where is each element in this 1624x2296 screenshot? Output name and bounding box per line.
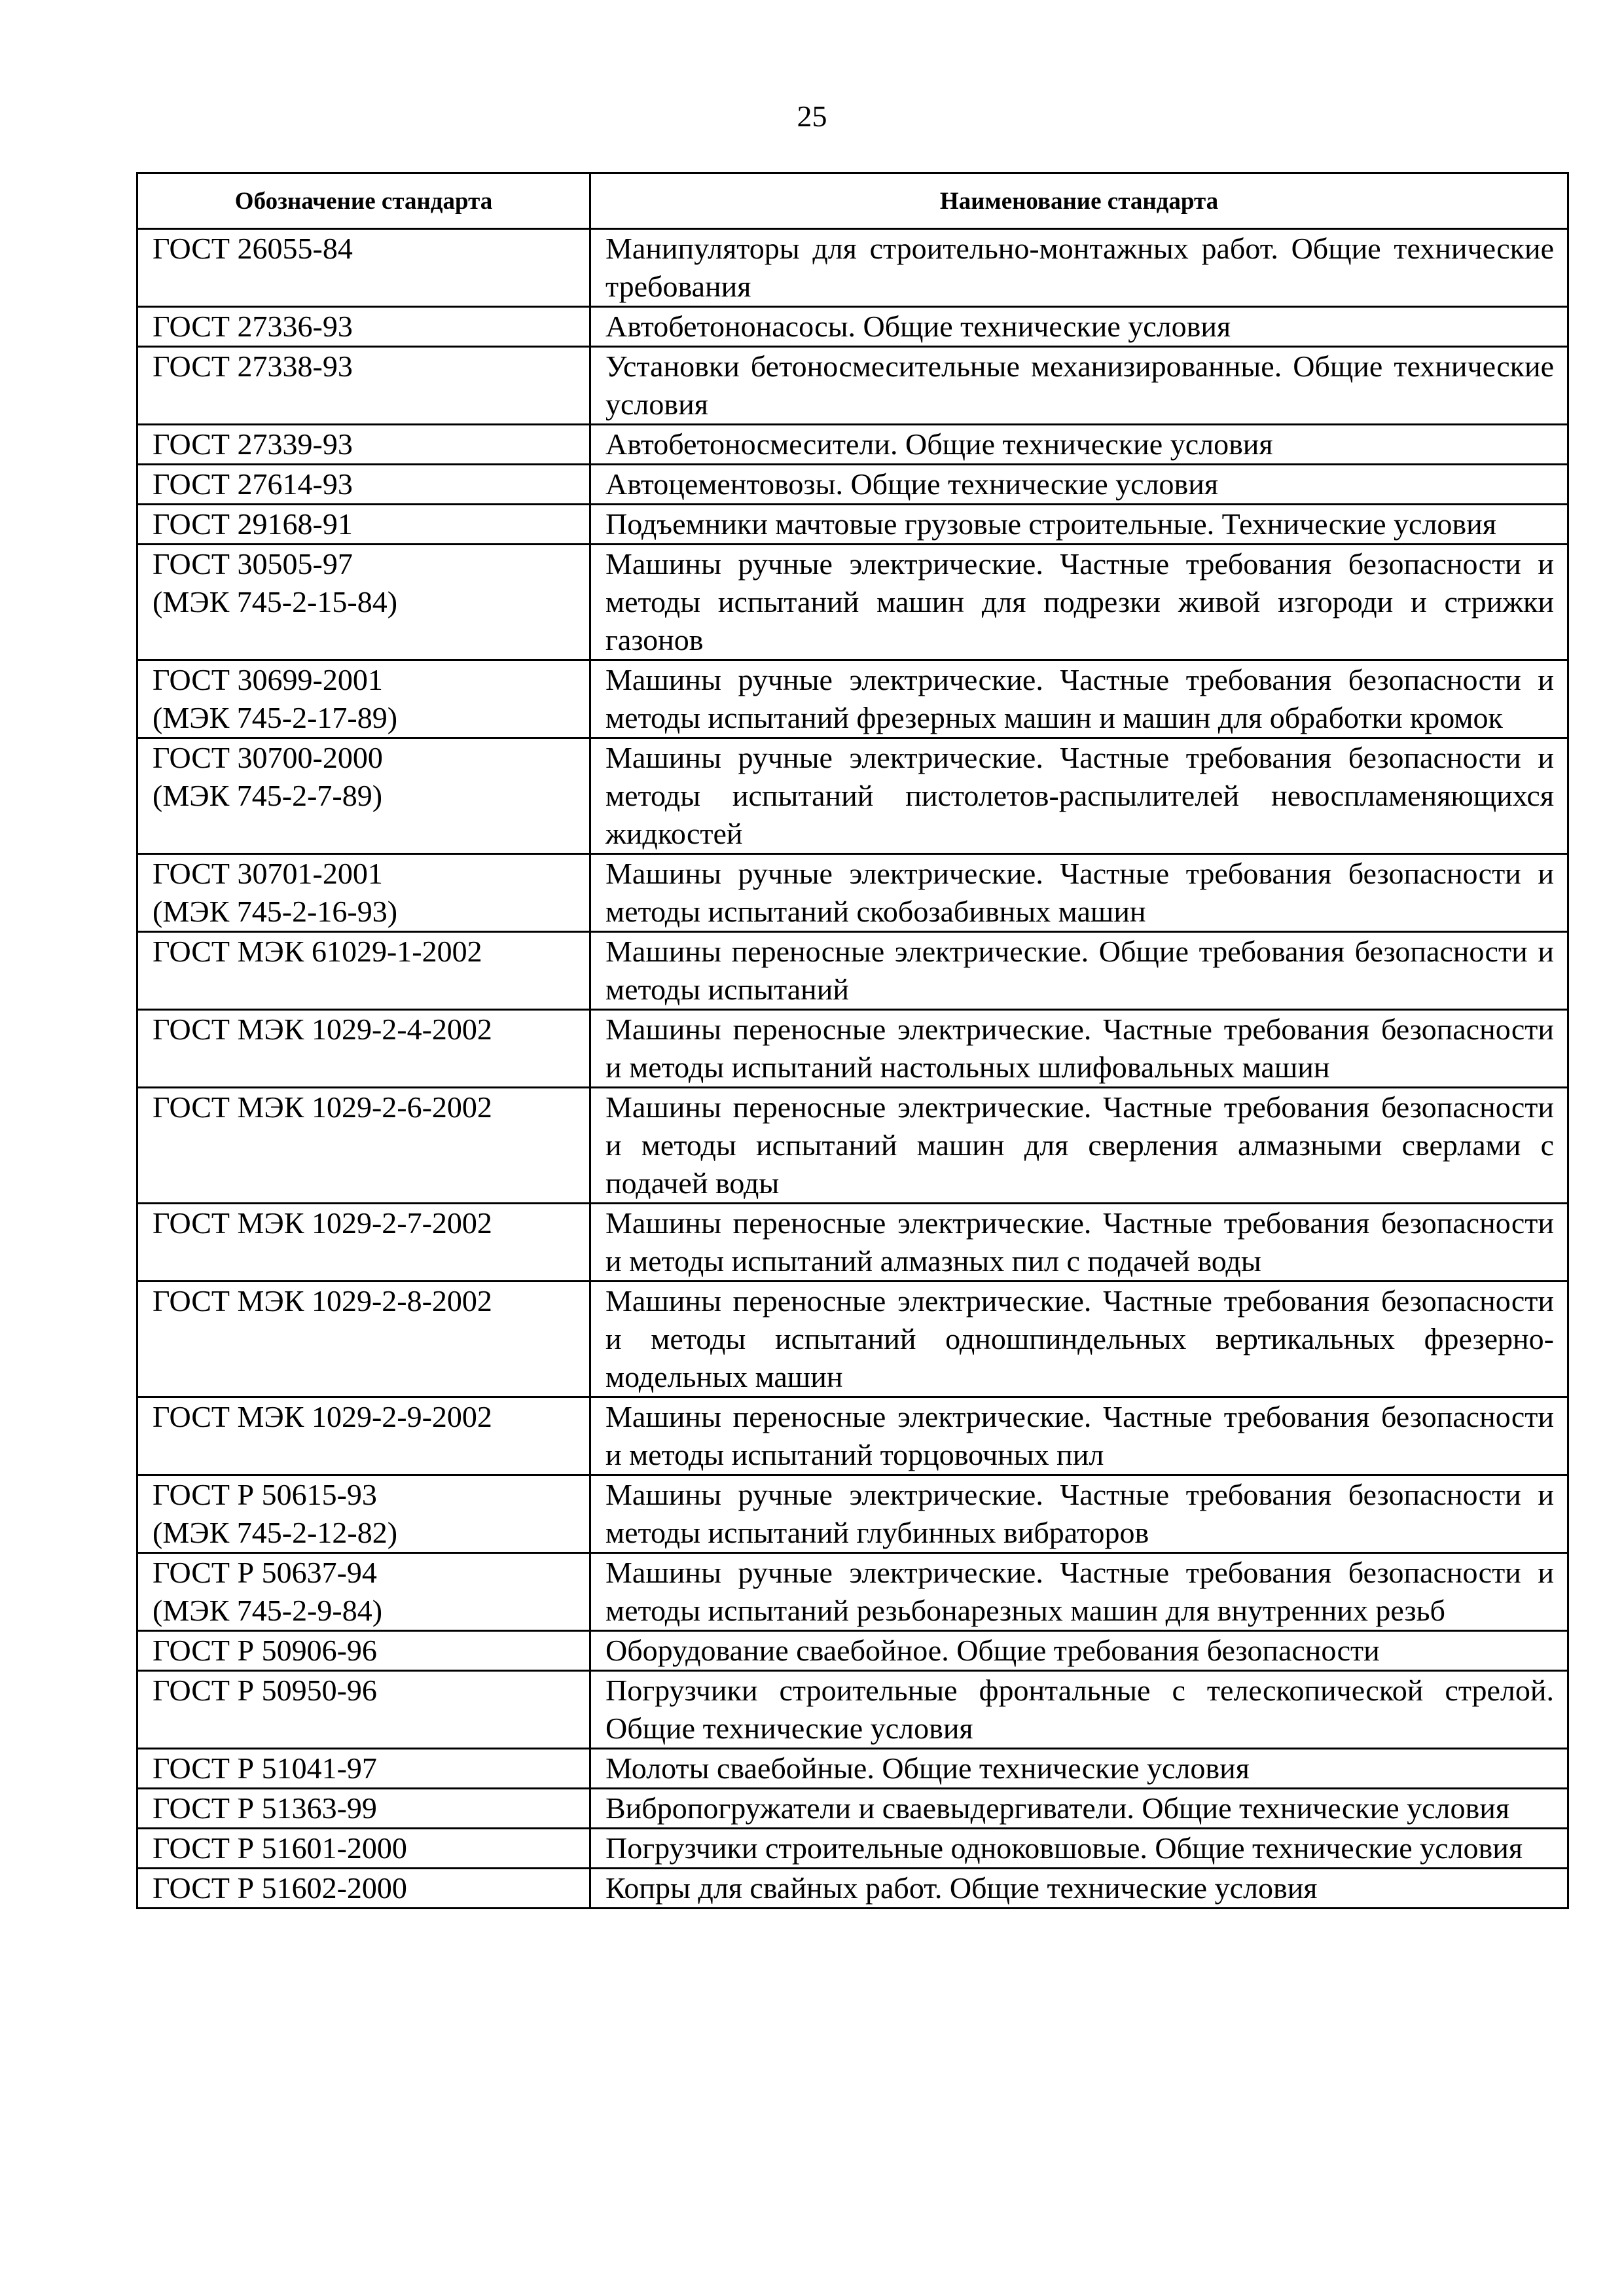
table-row	[137, 545, 1568, 660]
standard-name: Машины переносные электрические. Частные требования безопасности и методы испытаний алмазных пил с подачей воды	[590, 1204, 1568, 1282]
standard-name: Манипуляторы для строительно-монтажных работ. Общие технические требования	[590, 229, 1568, 307]
standard-code-cell	[137, 738, 590, 854]
standard-name: Погрузчики строительные фронтальные с телескопической стрелой. Общие технические условия	[590, 1671, 1568, 1749]
standard-code: ГОСТ Р 51363-99	[153, 1791, 377, 1825]
standard-iec-code: (МЭК 745-2-12-82)	[153, 1516, 398, 1549]
table-row	[137, 1671, 1568, 1749]
standard-code: ГОСТ 27339-93	[153, 427, 353, 461]
table-row	[137, 854, 1568, 932]
standard-code-cell	[137, 465, 590, 505]
table-row	[137, 505, 1568, 545]
standard-code-cell	[137, 1631, 590, 1671]
standard-code-cell	[137, 1789, 590, 1829]
standard-iec-code: (МЭК 745-2-7-89)	[153, 779, 383, 812]
standard-code: ГОСТ Р 51602-2000	[153, 1871, 407, 1905]
standard-code: ГОСТ Р 51601-2000	[153, 1831, 407, 1865]
page-number: 25	[797, 99, 827, 133]
standard-code: ГОСТ 27614-93	[153, 467, 353, 501]
table-row	[137, 1282, 1568, 1397]
table-row	[137, 1829, 1568, 1869]
standard-name: Подъемники мачтовые грузовые строительные. Технические условия	[590, 505, 1568, 545]
standard-name: Оборудование сваебойное. Общие требования безопасности	[590, 1631, 1568, 1671]
table-row	[137, 1088, 1568, 1204]
standards-table	[136, 172, 1569, 1909]
standard-code-cell	[137, 347, 590, 425]
standard-name: Копры для свайных работ. Общие технические условия	[590, 1869, 1568, 1909]
standard-name: Вибропогружатели и сваевыдергиватели. Общие технические условия	[590, 1789, 1568, 1829]
header-name: Наименование стандарта	[590, 173, 1568, 229]
standard-code-cell	[137, 1829, 590, 1869]
table-row	[137, 1475, 1568, 1553]
standard-code-cell	[137, 505, 590, 545]
standard-code: ГОСТ 30699-2001	[153, 663, 383, 696]
standard-code: ГОСТ 27336-93	[153, 310, 353, 343]
standard-code-cell	[137, 545, 590, 660]
table-row	[137, 1397, 1568, 1475]
standard-code-cell	[137, 660, 590, 738]
standard-code-cell	[137, 425, 590, 465]
table-row	[137, 347, 1568, 425]
standard-code-cell	[137, 229, 590, 307]
standard-name: Установки бетоносмесительные механизированные. Общие технические условия	[590, 347, 1568, 425]
standard-code: ГОСТ 29168-91	[153, 507, 353, 541]
standard-name: Машины переносные электрические. Частные требования безопасности и методы испытаний одношпиндельных вертикальных фрезерно-модельных машин	[590, 1282, 1568, 1397]
standard-iec-code: (МЭК 745-2-15-84)	[153, 585, 398, 619]
standard-code-cell	[137, 1749, 590, 1789]
standard-iec-code: (МЭК 745-2-9-84)	[153, 1594, 383, 1627]
standard-code-cell	[137, 1204, 590, 1282]
header-designation: Обозначение стандарта	[137, 173, 590, 229]
table-body	[137, 229, 1568, 1909]
standard-code-cell	[137, 1282, 590, 1397]
standard-name: Машины переносные электрические. Частные требования безопасности и методы испытаний торцовочных пил	[590, 1397, 1568, 1475]
standard-name: Машины переносные электрические. Частные требования безопасности и методы испытаний машин для сверления алмазными сверлами с подачей воды	[590, 1088, 1568, 1204]
table-row	[137, 465, 1568, 505]
standard-name: Машины ручные электрические. Частные требования безопасности и методы испытаний фрезерных машин и машин для обработки кромок	[590, 660, 1568, 738]
standard-code-cell	[137, 1397, 590, 1475]
standard-name: Молоты сваебойные. Общие технические условия	[590, 1749, 1568, 1789]
table-row	[137, 660, 1568, 738]
table-row	[137, 307, 1568, 347]
table-row	[137, 1749, 1568, 1789]
standard-name: Автоцементовозы. Общие технические условия	[590, 465, 1568, 505]
standard-code: ГОСТ 26055-84	[153, 232, 353, 265]
standard-code-cell	[137, 1671, 590, 1749]
table-row	[137, 932, 1568, 1010]
standard-code: ГОСТ 30701-2001	[153, 857, 383, 890]
standard-name: Автобетононасосы. Общие технические условия	[590, 307, 1568, 347]
table-row	[137, 1553, 1568, 1631]
standard-code-cell	[137, 1553, 590, 1631]
table-row	[137, 1869, 1568, 1909]
standard-name: Машины ручные электрические. Частные требования безопасности и методы испытаний скобозабивных машин	[590, 854, 1568, 932]
standard-name: Машины ручные электрические. Частные требования безопасности и методы испытаний резьбонарезных машин для внутренних резьб	[590, 1553, 1568, 1631]
standard-code: ГОСТ 27338-93	[153, 350, 353, 383]
standard-code-cell	[137, 307, 590, 347]
standard-iec-code: (МЭК 745-2-17-89)	[153, 701, 398, 734]
standard-name: Машины ручные электрические. Частные требования безопасности и методы испытаний машин для подрезки живой изгороди и стрижки газонов	[590, 545, 1568, 660]
standard-code: ГОСТ МЭК 1029-2-8-2002	[153, 1284, 492, 1318]
standard-name: Машины ручные электрические. Частные требования безопасности и методы испытаний пистолетов-распылителей невоспламеняющихся жидкостей	[590, 738, 1568, 854]
standard-code-cell	[137, 1869, 590, 1909]
standard-code: ГОСТ Р 50950-96	[153, 1674, 377, 1707]
standard-code-cell	[137, 932, 590, 1010]
standard-name: Машины переносные электрические. Общие требования безопасности и методы испытаний	[590, 932, 1568, 1010]
standard-code-cell	[137, 1475, 590, 1553]
standard-name: Машины ручные электрические. Частные требования безопасности и методы испытаний глубинных вибраторов	[590, 1475, 1568, 1553]
table-row	[137, 738, 1568, 854]
standard-code: ГОСТ МЭК 1029-2-6-2002	[153, 1090, 492, 1124]
standard-name: Погрузчики строительные одноковшовые. Общие технические условия	[590, 1829, 1568, 1869]
standard-code: ГОСТ Р 50637-94	[153, 1556, 377, 1589]
standard-code: ГОСТ МЭК 1029-2-9-2002	[153, 1400, 492, 1433]
standard-code: ГОСТ 30700-2000	[153, 741, 383, 774]
standard-code: ГОСТ МЭК 61029-1-2002	[153, 935, 482, 968]
standard-code-cell	[137, 854, 590, 932]
standard-code-cell	[137, 1010, 590, 1088]
standard-code: ГОСТ Р 50906-96	[153, 1634, 377, 1667]
standard-name: Машины переносные электрические. Частные требования безопасности и методы испытаний настольных шлифовальных машин	[590, 1010, 1568, 1088]
standard-code: ГОСТ МЭК 1029-2-7-2002	[153, 1206, 492, 1240]
standard-code-cell	[137, 1088, 590, 1204]
standard-code: ГОСТ Р 51041-97	[153, 1751, 377, 1785]
table-row	[137, 1010, 1568, 1088]
table-row	[137, 229, 1568, 307]
standard-code: ГОСТ 30505-97	[153, 547, 353, 581]
standard-iec-code: (МЭК 745-2-16-93)	[153, 895, 398, 928]
standard-code: ГОСТ МЭК 1029-2-4-2002	[153, 1013, 492, 1046]
table-row	[137, 1789, 1568, 1829]
table-header-row	[137, 173, 1568, 229]
table-row	[137, 425, 1568, 465]
standard-code: ГОСТ Р 50615-93	[153, 1478, 377, 1511]
table-row	[137, 1204, 1568, 1282]
standard-name: Автобетоносмесители. Общие технические условия	[590, 425, 1568, 465]
table-row	[137, 1631, 1568, 1671]
